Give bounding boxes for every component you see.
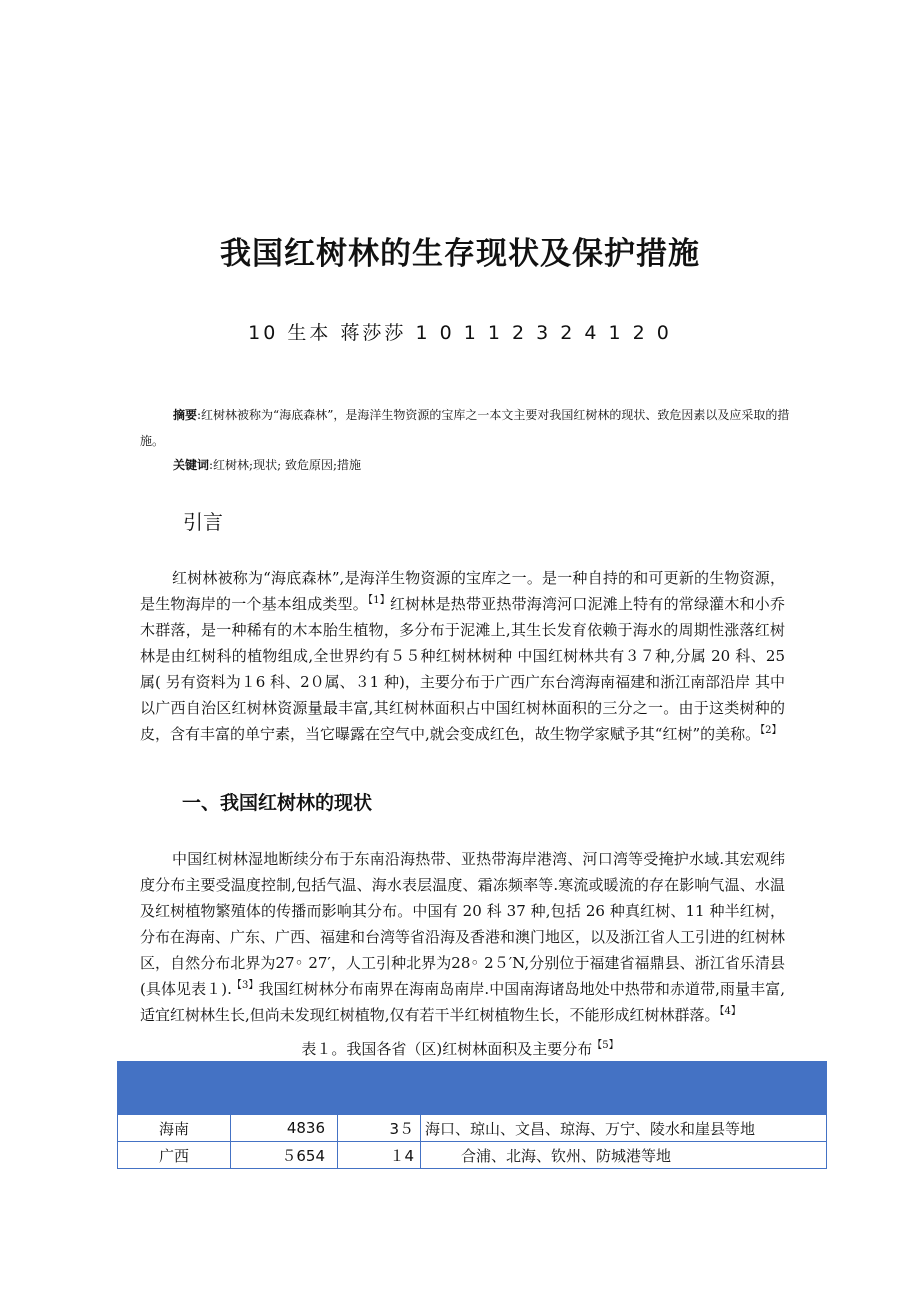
citation-2[interactable]: 【2】: [760, 725, 782, 736]
citation-4[interactable]: 【4】: [719, 1006, 741, 1017]
paper-title: 我国红树林的生存现状及保护措施: [220, 236, 700, 272]
abstract: [140, 402, 790, 454]
table-row: [118, 1115, 827, 1142]
section-1-text-1: 中国红树林湿地断续分布于东南沿海热带、亚热带海岸港湾、河口湾等受掩护水域.其宏观纬度分布主要受温度控制,包括气温、海水表层温度、霜冻频率等.寒流或暖流的存在影响气温、水温及红树植物繁殖体的传播而影响其分布。中国有 20 科 37 种,包括 26 种真红树、11 种半红树，分布在海南、广东、广西、福建和台湾等省沿海及香港和澳门地区，以及浙江省人工引进的红树林区，自然分布北界为27◦ 27′，人工引种北界为28◦ 2５′N,分别位于福建省福鼎县、浙江省乐清县(具体见表１).: [140, 850, 785, 998]
keywords: [173, 452, 823, 478]
header-cell: [231, 1062, 338, 1115]
citation-1[interactable]: 【1】: [368, 595, 390, 606]
intro-text-1: 红树林被称为“海底森林”,是海洋生物资源的宝库之一。是一种自持的和可更新的生物资源，是生物海岸的一个基本组成类型。: [140, 569, 785, 613]
header-cell: [338, 1062, 421, 1115]
header-cell: [421, 1062, 827, 1115]
intro-heading: 引言: [183, 510, 223, 534]
distribution-cell: 海口、琼山、文昌、琼海、万宁、陵水和崖县等地: [421, 1115, 827, 1142]
table-caption: [0, 1038, 920, 1059]
area-cell: ５654: [231, 1142, 338, 1169]
province-cell: 广西: [118, 1142, 231, 1169]
species-count-cell: 3５: [338, 1115, 421, 1142]
author-line: 10 生本 蒋莎莎 1 0 1 1 2 3 2 4 1 2 0: [248, 322, 672, 344]
abstract-text: :红树林被称为“海底森林”，是海洋生物资源的宝库之一本文主要对我国红树林的现状、致危因素以及应采取的措施。: [140, 408, 790, 448]
area-cell: 4836: [231, 1115, 338, 1142]
keywords-text: :红树林;现状; 致危原因;措施: [209, 458, 362, 472]
keywords-label: 关键词: [173, 458, 210, 472]
species-count-cell: １4: [338, 1142, 421, 1169]
section-1-text-2: 我国红树林分布南界在海南岛南岸.中国南海诸岛地处中热带和赤道带,雨量丰富,适宜红树林生长,但尚未发现红树植物,仅有若干半红树植物生长，不能形成红树林群落。: [140, 980, 785, 1024]
section-1-heading: 一、我国红树林的现状: [182, 792, 373, 814]
intro-text-2: 红树林是热带亚热带海湾河口泥滩上特有的常绿灌木和小乔木群落，是一种稀有的木本胎生植物，多分布于泥滩上,其生长发育依赖于海水的周期性涨落红树林是由红树科的植物组成,全世界约有５５种红树林树种 中国红树林共有３７种,分属 20 科、25 属( 另有资料为１6 科、2０属、３1 种)，主要分布于广西广东台湾海南福建和浙江南部沿岸 其中以广西自治区红树林资源量最丰富,其红树林面积占中国红树林面积的三分之一。由于这类树种的皮，含有丰富的单宁素，当它曝露在空气中,就会变成红色，故生物学家赋予其“红树”的美称。: [140, 595, 785, 743]
mangrove-table: [117, 1061, 827, 1169]
distribution-cell: 合浦、北海、钦州、防城港等地: [421, 1142, 827, 1169]
table-caption-text: 表１。我国各省（区)红树林面积及主要分布: [301, 1040, 593, 1058]
table-header-row: [118, 1062, 827, 1115]
citation-3[interactable]: 【3】: [231, 980, 259, 991]
abstract-label: 摘要: [173, 408, 198, 422]
province-cell: 海南: [118, 1115, 231, 1142]
section-1-paragraph: [140, 846, 785, 1036]
table-row: [118, 1142, 827, 1169]
citation-5[interactable]: 【5】: [592, 1040, 619, 1051]
header-cell: [118, 1062, 231, 1115]
intro-paragraph: [140, 565, 785, 780]
